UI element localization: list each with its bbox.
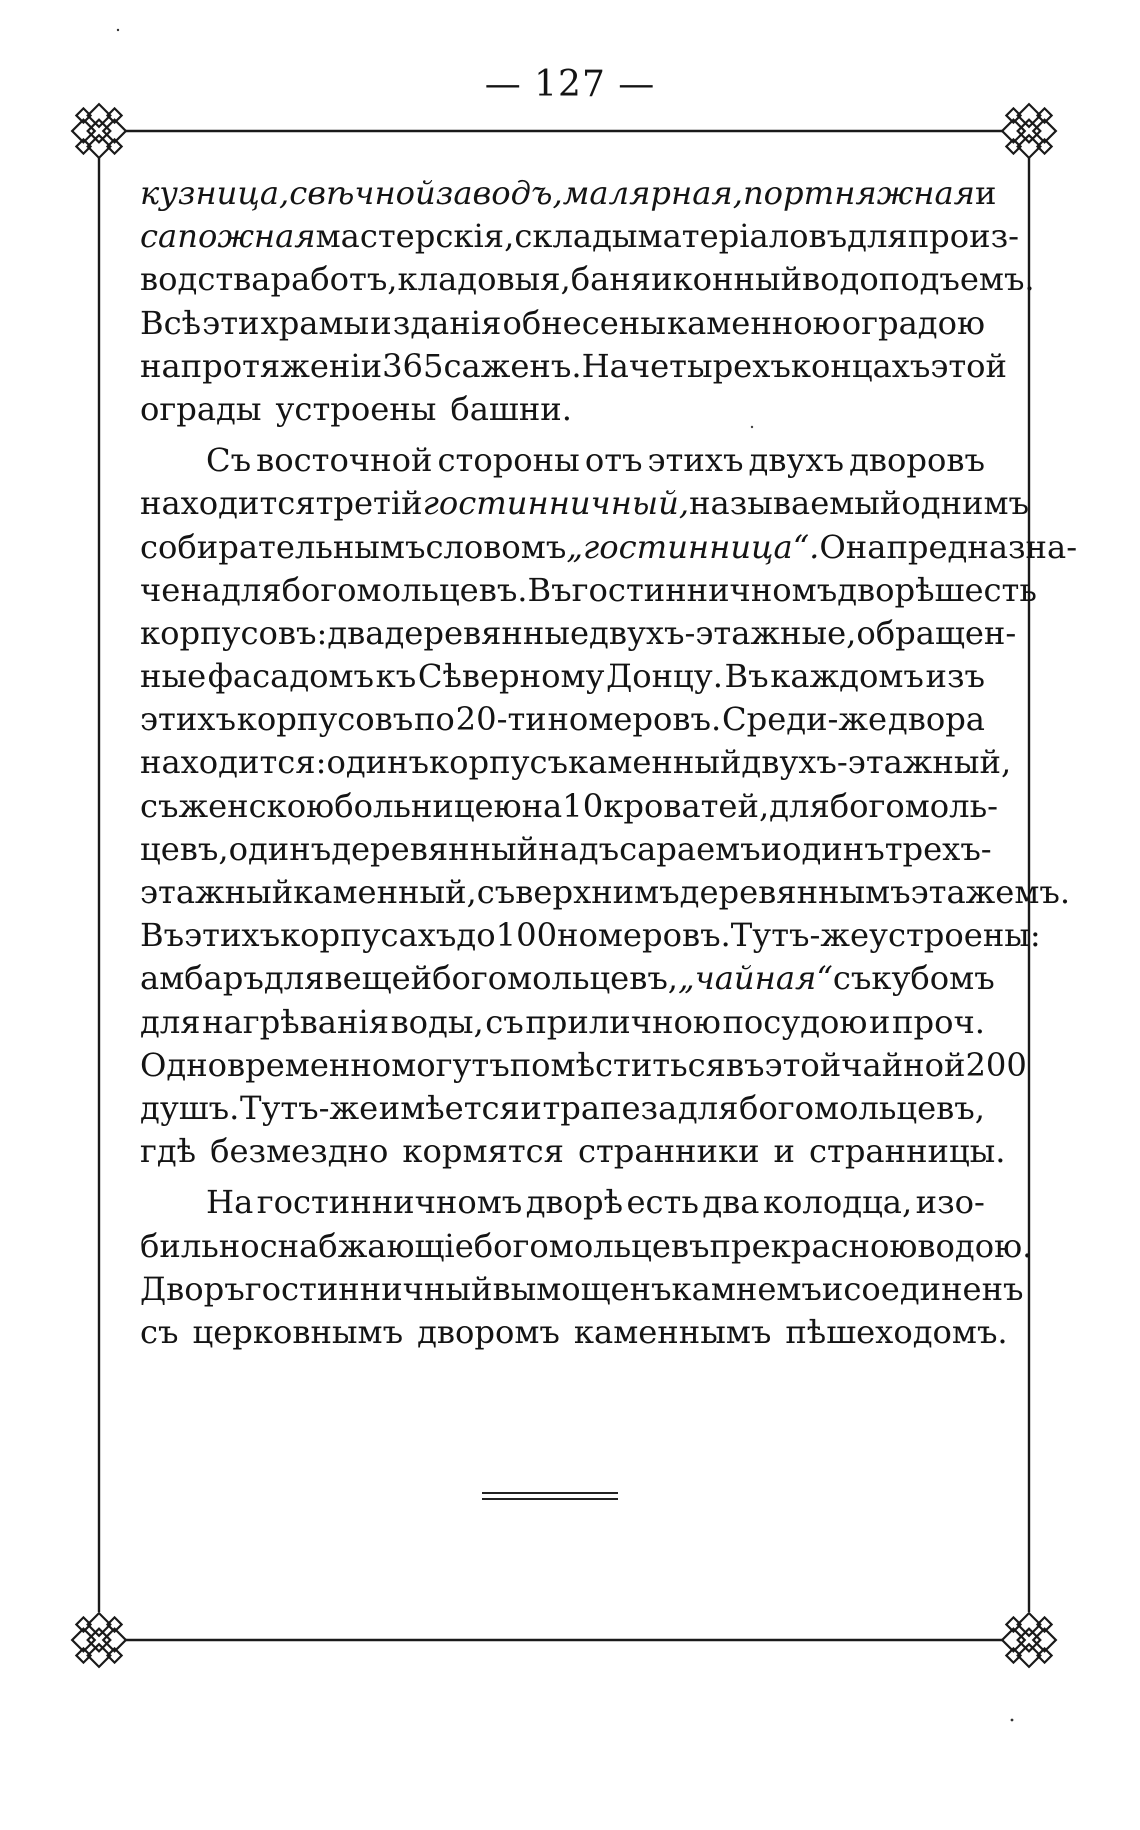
word: нагрѣванія <box>202 1002 390 1041</box>
word: чена <box>140 570 221 609</box>
word: двухъ-этажные, <box>589 613 857 652</box>
word: къ <box>375 657 417 696</box>
word: и <box>651 260 673 299</box>
word: есть <box>626 1183 699 1222</box>
word: и <box>869 1002 891 1041</box>
text-line <box>140 957 995 1000</box>
word: называемый <box>689 484 902 523</box>
word: этихъ <box>140 700 236 739</box>
text-line <box>140 1130 1006 1173</box>
word: снабжающіе <box>259 1226 474 1265</box>
word: находится: <box>140 743 327 782</box>
word: 10 <box>562 786 604 825</box>
word: произ- <box>907 217 1020 256</box>
word: баня <box>570 260 652 299</box>
word: изо- <box>915 1183 985 1222</box>
word: зданія <box>392 303 502 342</box>
word: этихъ <box>184 916 281 955</box>
word: работъ, <box>270 260 398 299</box>
text-line <box>140 655 985 698</box>
word: водою. <box>917 1226 1033 1265</box>
word: конный <box>672 260 803 299</box>
paragraph <box>140 172 1035 431</box>
word: Въ <box>527 570 572 609</box>
word: камнемъ <box>671 1269 822 1308</box>
word: фасадомъ <box>207 657 375 696</box>
word: отъ <box>584 441 643 480</box>
word: до <box>456 916 496 955</box>
word: 100 <box>495 916 558 955</box>
word: устроены <box>275 389 437 428</box>
word: дворѣ <box>837 570 935 609</box>
knot-ornament-icon <box>1002 1613 1056 1667</box>
text-line <box>140 1044 1027 1087</box>
word: этажный <box>140 873 294 911</box>
word: церковнымъ <box>192 1312 404 1351</box>
word: устроены: <box>869 916 1041 955</box>
word: кроватей, <box>603 786 770 825</box>
word: безмездно <box>210 1132 389 1171</box>
word: этажемъ. <box>910 873 1071 911</box>
word: третій <box>315 484 423 523</box>
word: посудою <box>722 1002 868 1041</box>
word: вымощенъ <box>492 1269 672 1308</box>
word: протяженіи <box>180 346 383 385</box>
text-line <box>140 526 1078 569</box>
word: трехъ- <box>884 829 992 868</box>
word: съ <box>140 1312 179 1351</box>
word: больницею <box>334 786 522 825</box>
word: могутъ <box>391 1045 510 1084</box>
word: ограды <box>140 389 262 428</box>
word: богомольцевъ, <box>432 959 679 998</box>
word: проч. <box>892 1002 985 1041</box>
word: для <box>263 959 325 998</box>
body-text <box>140 172 1078 1354</box>
word: кубомъ <box>871 959 995 998</box>
word: номеровъ. <box>547 700 722 739</box>
word: находится <box>140 484 316 523</box>
word: для <box>769 786 830 825</box>
word: приличною <box>525 1002 721 1041</box>
word: кузница, <box>140 174 290 212</box>
word: гостинничный <box>244 1269 493 1308</box>
text-line <box>140 482 1029 525</box>
word: цевъ, <box>140 829 229 868</box>
word: Въ <box>140 916 185 955</box>
word: деревяннымъ <box>679 873 911 911</box>
word: малярная, <box>562 174 743 212</box>
word: двора <box>887 700 985 739</box>
word: водства <box>140 260 271 299</box>
word: по <box>413 700 455 739</box>
word: Съ <box>206 441 252 480</box>
word: и <box>773 1132 795 1171</box>
word: бильно <box>140 1226 260 1265</box>
word: и <box>760 829 783 868</box>
word: На <box>206 1183 254 1222</box>
text-line <box>140 388 985 431</box>
word: надъ <box>538 829 620 868</box>
text-line <box>140 741 1012 784</box>
word: верхнимъ <box>515 873 680 911</box>
word: Одновременно <box>140 1045 392 1084</box>
word: странники <box>577 1132 760 1171</box>
word: корпусовъ <box>236 700 414 739</box>
word: гдѣ <box>140 1132 197 1171</box>
paragraph <box>140 439 1078 1173</box>
word: саженъ. <box>443 346 582 385</box>
word: кормятся <box>402 1132 564 1171</box>
word: двухъ-этажный, <box>741 743 1012 782</box>
word: вещей <box>324 959 433 998</box>
word: Въ <box>724 657 769 696</box>
word: богомольцевъ. <box>281 570 528 609</box>
word: одинъ <box>782 829 885 868</box>
word: матеріаловъ <box>637 217 848 256</box>
knot-ornament-icon <box>72 1613 126 1667</box>
word: 365 <box>382 346 444 385</box>
text-line <box>140 258 1035 301</box>
word: дворѣ <box>525 1183 624 1222</box>
word: сараемъ <box>619 829 761 868</box>
word: кладовыя, <box>397 260 571 299</box>
word: „гостинница“. <box>566 527 820 566</box>
word: Донцу. <box>606 657 723 696</box>
word: эти <box>202 303 260 342</box>
word: обращен- <box>856 613 1017 652</box>
word: съ <box>832 959 872 998</box>
word: трапеза <box>542 1088 678 1127</box>
word: каменною <box>666 303 841 342</box>
word: и <box>821 1269 844 1308</box>
word: 200 <box>965 1045 1027 1084</box>
word: На <box>581 346 629 385</box>
text-line <box>140 785 999 828</box>
word: предназна- <box>886 527 1078 566</box>
text-line <box>140 828 992 871</box>
word: стороны <box>437 441 580 480</box>
text-line <box>140 1225 1033 1268</box>
text-line <box>140 871 1071 914</box>
word: ные <box>140 657 207 696</box>
word: Всѣ <box>140 303 202 342</box>
word: для <box>220 570 282 609</box>
end-double-rule <box>482 1492 618 1500</box>
paragraph <box>140 1181 1033 1354</box>
word: храмы <box>260 303 370 342</box>
word: богомольцевъ <box>473 1226 710 1265</box>
word: съ <box>476 873 516 911</box>
word: богомоль- <box>829 786 999 825</box>
word: этой <box>930 346 1008 385</box>
word: каменный, <box>293 873 477 911</box>
word: и <box>975 174 997 212</box>
word: гостинничномъ <box>256 1183 523 1222</box>
word: этихъ <box>647 441 744 480</box>
word: сапожная <box>140 217 316 256</box>
word: собирательнымъ <box>140 527 426 566</box>
word: мастерскія, <box>315 217 515 256</box>
word: однимъ <box>901 484 1029 523</box>
word: обнесены <box>502 303 666 342</box>
word: Сѣверному <box>417 657 605 696</box>
word: душъ. <box>140 1088 240 1127</box>
word: Дворъ <box>140 1269 245 1308</box>
word: чайной <box>841 1045 966 1084</box>
word: шесть <box>934 570 1037 609</box>
text-line <box>140 612 1017 655</box>
word: странницы. <box>808 1132 1006 1171</box>
word: словомъ <box>425 527 567 566</box>
text-line <box>140 1001 985 1044</box>
word: пѣшеходомъ. <box>785 1312 1008 1351</box>
text-line <box>140 1181 985 1224</box>
word: гостинничномъ <box>571 570 838 609</box>
word: два <box>702 1183 760 1222</box>
text-line <box>140 1311 1008 1354</box>
word: для <box>847 217 908 256</box>
word: изъ <box>925 657 985 696</box>
word: заводъ, <box>435 174 563 212</box>
text-line <box>140 1087 985 1130</box>
word: для <box>677 1088 739 1127</box>
word: одинъ <box>228 829 332 868</box>
text-line <box>140 172 997 215</box>
text-line <box>140 1268 1024 1311</box>
word: корпусъ <box>429 743 569 782</box>
word: склады <box>514 217 638 256</box>
word: имѣется <box>378 1088 520 1127</box>
text-line <box>140 914 1041 957</box>
word: для <box>140 1002 201 1041</box>
word: помѣститься <box>509 1045 726 1084</box>
word: портняжная <box>742 174 975 212</box>
word: воды, <box>390 1002 484 1041</box>
text-line <box>140 439 985 482</box>
word: съ <box>485 1002 524 1041</box>
word: прекрасною <box>709 1226 918 1265</box>
word: дворомъ <box>417 1312 560 1351</box>
word: одинъ <box>326 743 430 782</box>
word: оградою <box>841 303 985 342</box>
word: четырехъ <box>628 346 791 385</box>
word: деревянные <box>384 613 590 652</box>
word: богомольцевъ, <box>739 1088 985 1127</box>
text-line <box>140 302 985 345</box>
word: и <box>520 1088 542 1127</box>
word: на <box>521 786 563 825</box>
word: этой <box>764 1045 842 1084</box>
word: женскою <box>178 786 335 825</box>
word: соединенъ <box>843 1269 1024 1308</box>
text-line <box>140 569 1037 612</box>
word: два <box>327 613 385 652</box>
word: колодца, <box>762 1183 913 1222</box>
word: Тутъ-же <box>239 1088 379 1127</box>
word: свѣчной <box>289 174 436 212</box>
word: каменный <box>568 743 742 782</box>
word: на <box>140 346 181 385</box>
word: дворовъ <box>849 441 985 480</box>
word: башни. <box>450 389 572 428</box>
knot-ornament-icon <box>72 104 126 158</box>
word: двухъ <box>748 441 845 480</box>
word: каждомъ <box>770 657 924 696</box>
word: корпусовъ: <box>140 613 328 652</box>
word: и <box>370 303 392 342</box>
word: 20-ти <box>455 700 547 739</box>
page-number: — 127 — <box>484 64 656 105</box>
word: въ <box>725 1045 765 1084</box>
text-line <box>140 345 1008 388</box>
word: Она <box>819 527 887 566</box>
word: водоподъемъ. <box>802 260 1035 299</box>
word: деревянный <box>331 829 539 868</box>
word: гостинничный, <box>422 484 690 523</box>
word: концахъ <box>790 346 931 385</box>
text-line <box>140 698 985 741</box>
word: номеровъ. <box>557 916 731 955</box>
word: „чайная“ <box>678 959 833 998</box>
word: амбаръ <box>140 959 264 998</box>
word: Тутъ-же <box>730 916 870 955</box>
word: съ <box>140 786 179 825</box>
word: восточной <box>256 441 433 480</box>
text-line <box>140 215 1020 258</box>
word: корпусахъ <box>280 916 457 955</box>
word: Среди-же <box>722 700 888 739</box>
word: каменнымъ <box>573 1312 772 1351</box>
knot-ornament-icon <box>1002 104 1056 158</box>
